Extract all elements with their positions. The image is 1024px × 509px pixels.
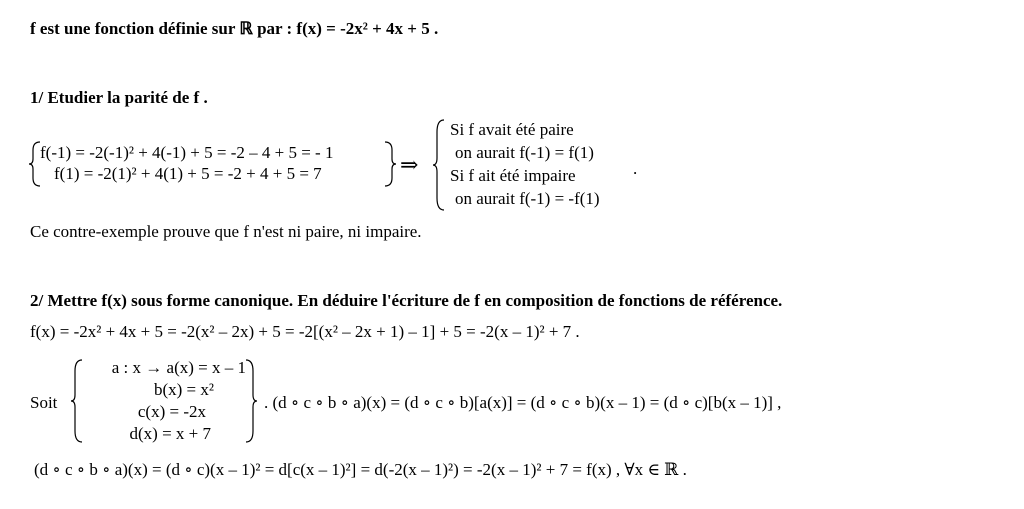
right-brace-icon xyxy=(383,140,397,188)
q2-def-b: b(x) = x² xyxy=(153,380,214,399)
q2-def-c: c(x) = -2x xyxy=(137,402,206,421)
q2-soit: Soit xyxy=(30,393,58,412)
q2-def-a: a : x → a(x) = x – 1 xyxy=(111,358,246,377)
q1-right-line-1: Si f avait été paire xyxy=(450,120,574,139)
intro-statement: f est une fonction définie sur ℝ par : f(x) = -2x² + 4x + 5 . xyxy=(30,19,439,38)
q2-def-d: d(x) = x + 7 xyxy=(129,424,211,443)
q1-right-line-3: Si f ait été impaire xyxy=(450,166,576,185)
q1-right-line-4: on aurait f(-1) = -f(1) xyxy=(455,189,600,208)
q1-title: 1/ Etudier la parité de f . xyxy=(30,88,208,107)
left-brace-icon xyxy=(70,358,84,444)
q1-conclusion: Ce contre-exemple prouve que f n'est ni paire, ni impaire. xyxy=(30,222,422,241)
left-brace-icon xyxy=(432,118,446,212)
q1-left-line-1: f(-1) = -2(-1)² + 4(-1) + 5 = -2 – 4 + 5 = - 1 xyxy=(40,143,334,162)
q1-trailing-dot: . xyxy=(633,159,638,178)
q2-title: 2/ Mettre f(x) sous forme canonique. En déduire l'écriture de f en composition de fonctions de référence. xyxy=(30,291,783,310)
q2-composition-2: (d ∘ c ∘ b ∘ a)(x) = (d ∘ c)(x – 1)² = d[c(x – 1)²] = d(-2(x – 1)²) = -2(x – 1)² + 7 = f(x) , ∀x ∈ ℝ . xyxy=(34,460,687,479)
q2-canonical: f(x) = -2x² + 4x + 5 = -2(x² – 2x) + 5 = -2[(x² – 2x + 1) – 1] + 5 = -2(x – 1)² + 7 . xyxy=(30,322,580,341)
q1-left-line-2: f(1) = -2(1)² + 4(1) + 5 = -2 + 4 + 5 = 7 xyxy=(54,164,322,183)
implies-icon: ⇒ xyxy=(400,152,419,177)
right-brace-icon xyxy=(244,358,258,444)
q2-composition-1: . (d ∘ c ∘ b ∘ a)(x) = (d ∘ c ∘ b)[a(x)] = (d ∘ c ∘ b)(x – 1) = (d ∘ c)[b(x – 1)] , xyxy=(264,393,782,412)
q1-right-line-2: on aurait f(-1) = f(1) xyxy=(455,143,594,162)
